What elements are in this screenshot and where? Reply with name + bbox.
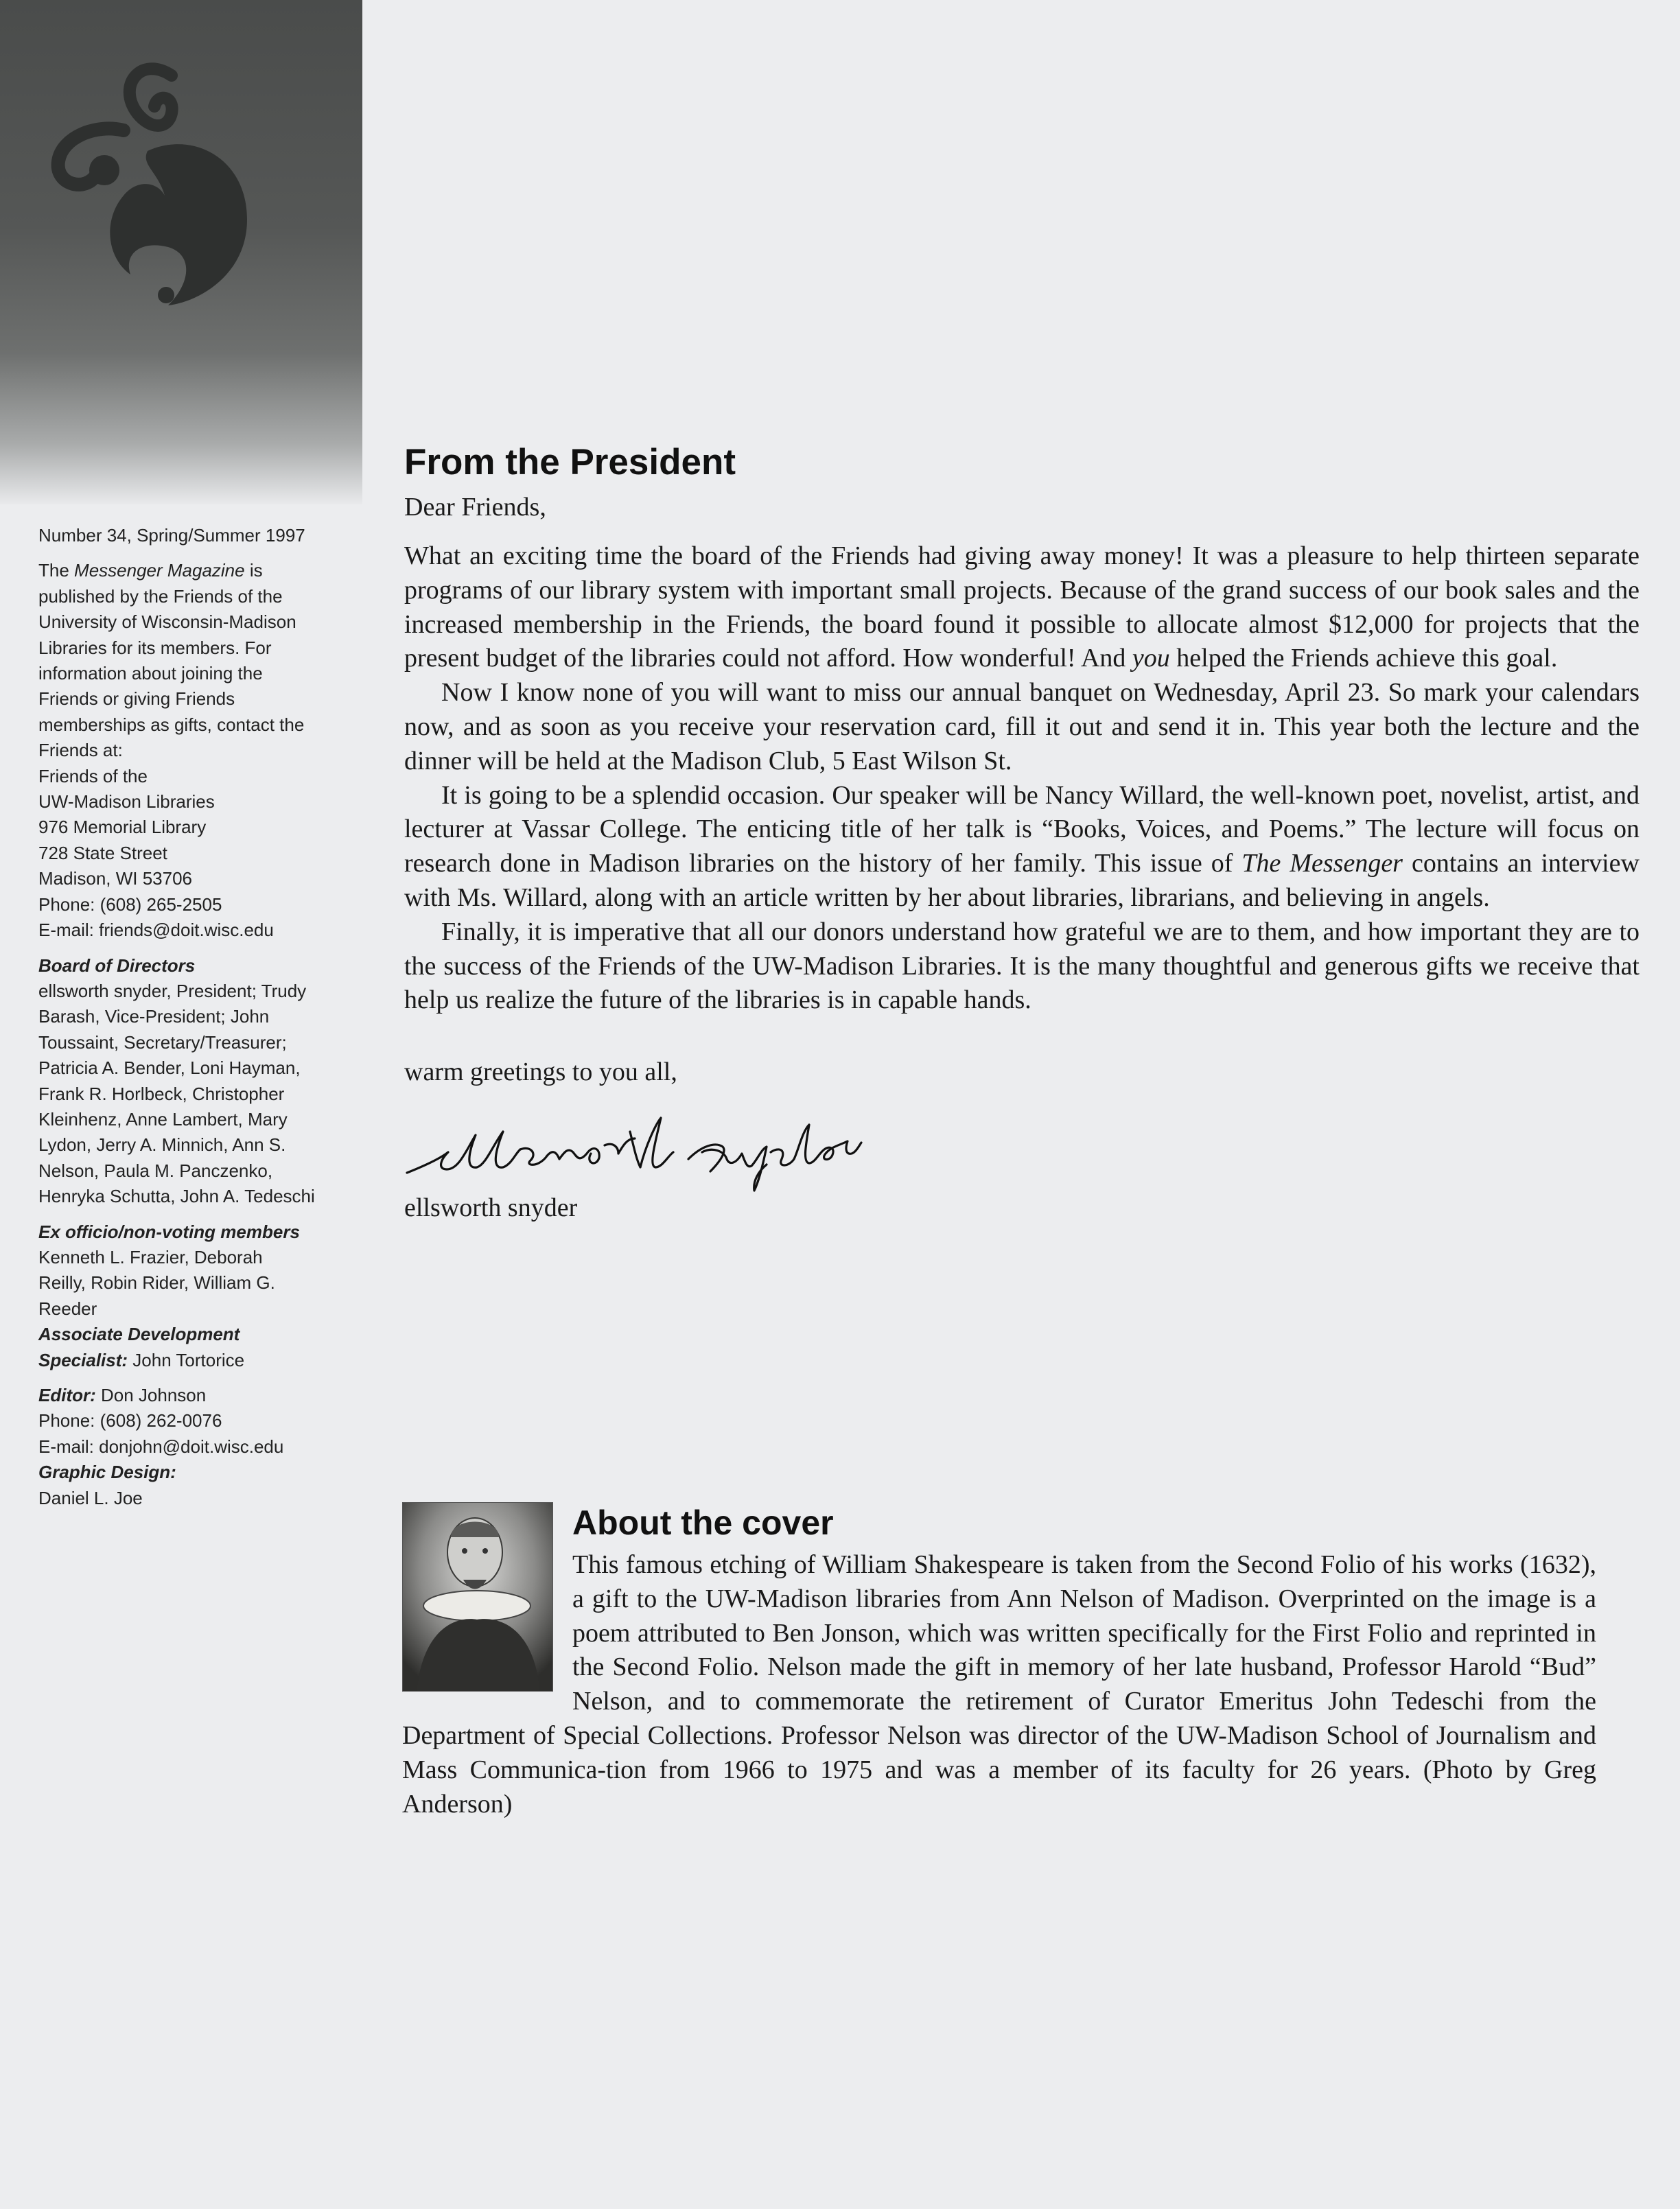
signer-name: ellsworth snyder bbox=[404, 1193, 578, 1223]
board-line: Patricia A. Bender, Loni Hayman, bbox=[38, 1057, 301, 1079]
contact-email[interactable]: E-mail: friends@doit.wisc.edu bbox=[38, 920, 274, 941]
letter-paragraph: What an exciting time the board of the Friends had giving away money! It was a pleasure to help thirteen separate programs of our library system with important small projects. Because of the grand success of our book sales and the increased membership in the Friends, the board found it possible to allocate almost $12,000 for projects that the present budget of the libraries could not afford. How wonderful! And you helped the Friends achieve this goal. bbox=[404, 541, 1640, 673]
address-line: Madison, WI 53706 bbox=[38, 868, 193, 889]
design-name: Daniel L. Joe bbox=[38, 1487, 143, 1508]
design-heading: Graphic Design: bbox=[38, 1462, 176, 1483]
shakespeare-portrait-image bbox=[402, 1502, 553, 1692]
about-line: Libraries for its members. For bbox=[38, 637, 272, 658]
letter-title: From the President bbox=[404, 442, 736, 482]
masthead-banner bbox=[0, 0, 362, 504]
editor-email[interactable]: E-mail: donjohn@doit.wisc.edu bbox=[38, 1436, 284, 1457]
sidebar-colophon bbox=[38, 523, 340, 1521]
address-line: 728 State Street bbox=[38, 842, 167, 863]
letter-paragraph: It is going to be a splendid occasion. Our speaker will be Nancy Willard, the well-known poet, novelist, artist, and lecturer at Vassar College. The enticing title of her talk is “Books, Voices, and Poems.” The lecture will focus on research done in Madison libraries on the history of her family. This issue of The Messenger contains an interview with Ms. Willard, along with an article written by her about libraries, librarians, and believing in angels. bbox=[404, 780, 1640, 912]
about-line: memberships as gifts, contact the bbox=[38, 714, 305, 735]
cover-title: About the cover bbox=[572, 1504, 834, 1542]
editor-info bbox=[38, 1383, 340, 1511]
board-line: Lydon, Jerry A. Minnich, Ann S. bbox=[38, 1134, 286, 1156]
letter-paragraph: Now I know none of you will want to miss our annual banquet on Wednesday, April 23. So mark your calendars now, and as soon as you receive your reservation card, fill it out and send it in. This year both the lecture and the dinner will be held at the Madison Club, 5 East Wilson St. bbox=[404, 678, 1640, 775]
address-line: UW-Madison Libraries bbox=[38, 791, 215, 813]
about-line: Friends or giving Friends bbox=[38, 688, 235, 710]
board-line: Barash, Vice-President; John bbox=[38, 1006, 270, 1027]
about-line: information about joining the bbox=[38, 663, 263, 684]
exofficio-line: Reeder bbox=[38, 1298, 97, 1319]
exofficio-line: Reilly, Robin Rider, William G. bbox=[38, 1272, 275, 1294]
friends-logo-icon bbox=[21, 48, 281, 323]
exofficio-line: Kenneth L. Frazier, Deborah bbox=[38, 1246, 263, 1267]
editor-line: Editor: Don Johnson bbox=[38, 1385, 207, 1405]
address-line: Friends of the bbox=[38, 765, 148, 786]
about-line: Friends at: bbox=[38, 740, 123, 761]
issue-number: Number 34, Spring/Summer 1997 bbox=[38, 525, 305, 546]
cover-description: This famous etching of William Shakespeare is taken from the Second Folio of his works (1632), a gift to the UW-Madison libraries from Ann Nelson of Madison. Overprinted on the image is a poem attributed to Ben Jonson, which was written specifically for the First Folio and reprinted in the Second Folio. Nelson made the gift in memory of her late husband, Professor Harold “Bud” Nelson, and to commemorate the retirement of Curator Emeritus John Tedeschi from the Department of Special Collections. Professor Nelson was director of the UW-Madison School of Journalism and Mass Communica-tion from 1966 to 1975 and was a member of its faculty for 26 years. (Photo by Greg Anderson) bbox=[402, 1550, 1596, 1819]
board-heading: Board of Directors bbox=[38, 955, 196, 976]
about-publication bbox=[38, 558, 340, 943]
address-line: 976 Memorial Library bbox=[38, 817, 207, 838]
board-line: Toussaint, Secretary/Treasurer; bbox=[38, 1031, 287, 1053]
handwritten-signature bbox=[400, 1104, 867, 1193]
editor-phone: Phone: (608) 262-0076 bbox=[38, 1410, 222, 1431]
about-line: published by the Friends of the bbox=[38, 585, 283, 607]
president-letter bbox=[404, 439, 1640, 1225]
board-line: ellsworth snyder, President; Trudy bbox=[38, 980, 307, 1001]
salutation: Dear Friends, bbox=[404, 493, 546, 522]
closing: warm greetings to you all, bbox=[404, 1057, 677, 1087]
about-the-cover bbox=[402, 1500, 1596, 1821]
board-of-directors bbox=[38, 953, 340, 1210]
assoc-line: Specialist: John Tortorice bbox=[38, 1349, 245, 1370]
assoc-heading: Associate Development bbox=[38, 1324, 240, 1345]
board-line: Nelson, Paula M. Panczenko, bbox=[38, 1160, 273, 1181]
exofficio-members bbox=[38, 1219, 340, 1373]
about-line: University of Wisconsin-Madison bbox=[38, 611, 296, 633]
about-line: The Messenger Magazine is bbox=[38, 560, 263, 581]
board-line: Henryka Schutta, John A. Tedeschi bbox=[38, 1186, 315, 1207]
board-line: Kleinhenz, Anne Lambert, Mary bbox=[38, 1108, 288, 1130]
letter-paragraph: Finally, it is imperative that all our donors understand how grateful we are to them, and how important they are to the success of the Friends of the UW-Madison Libraries. It is the many thoughtful and generous gifts we receive that help us realize the future of the libraries is in capable hands. bbox=[404, 917, 1640, 1015]
address-line: Phone: (608) 265-2505 bbox=[38, 893, 222, 915]
board-line: Frank R. Horlbeck, Christopher bbox=[38, 1083, 285, 1104]
exofficio-heading: Ex officio/non-voting members bbox=[38, 1221, 300, 1242]
